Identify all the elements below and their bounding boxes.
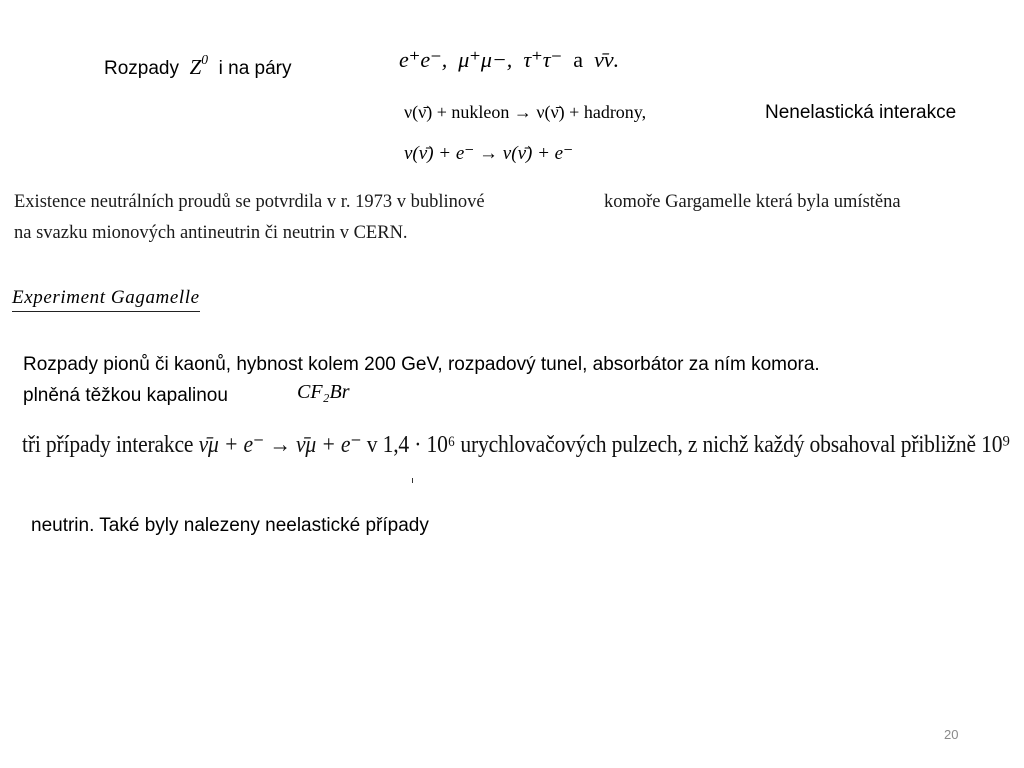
inelastic-label: Nenelastická interakce xyxy=(765,102,957,123)
scan-artifact-tick xyxy=(412,478,413,483)
fill-line: plněná těžkou kapalinou xyxy=(23,385,228,406)
events-tail: urychlovačových pulzech, z nichž každý obsahoval přibližně 10⁹ xyxy=(460,432,1010,458)
pair-electron: e⁺e⁻, xyxy=(399,47,448,72)
title-suffix: i na páry xyxy=(218,58,292,79)
reaction-electron: ν(ν̄) + e⁻ → ν(ν̄) + e⁻ xyxy=(404,143,574,164)
experiment-heading: Experiment Gagamelle xyxy=(12,287,200,312)
decay-line: Rozpady pionů či kaonů, hybnost kolem 200 GeV, rozpadový tunel, absorbátor za ním komora. xyxy=(23,354,820,375)
existence-line-1b: komoře Gargamelle která byla umístěna xyxy=(604,192,901,212)
events-count: v 1,4 · 10⁶ xyxy=(366,432,456,458)
reaction-nucleon: ν(ν̄) + nukleon → ν(ν̄) + hadrony, xyxy=(404,102,647,122)
title-prefix: Rozpady xyxy=(104,58,179,79)
pair-conjunction: a xyxy=(573,47,584,72)
events-reaction: ν̄μ + e⁻ → ν̄μ + e⁻ xyxy=(198,432,362,458)
existence-scan-strip xyxy=(12,186,1012,248)
pairs-formula xyxy=(399,47,619,73)
existence-line-2: na svazku mionových antineutrin či neutrin v CERN. xyxy=(14,223,408,243)
page-number: 20 xyxy=(944,727,959,742)
conclusion-line: neutrin. Také byly nalezeny neelastické případy xyxy=(31,515,429,536)
pair-tau: τ⁺τ⁻ xyxy=(523,47,563,72)
existence-line-1a: Existence neutrálních proudů se potvrdila v r. 1973 v bublinové xyxy=(14,192,485,212)
liquid-formula: CF₂Br xyxy=(297,381,350,403)
z-boson-symbol: $Z^0$ xyxy=(189,51,209,79)
pair-muon: μ⁺μ−, xyxy=(458,47,513,72)
events-line xyxy=(22,430,1010,459)
title-line xyxy=(104,51,292,80)
pair-neutrino: ν̄ν. xyxy=(594,47,620,72)
events-lead: tři případy interakce xyxy=(22,432,194,458)
